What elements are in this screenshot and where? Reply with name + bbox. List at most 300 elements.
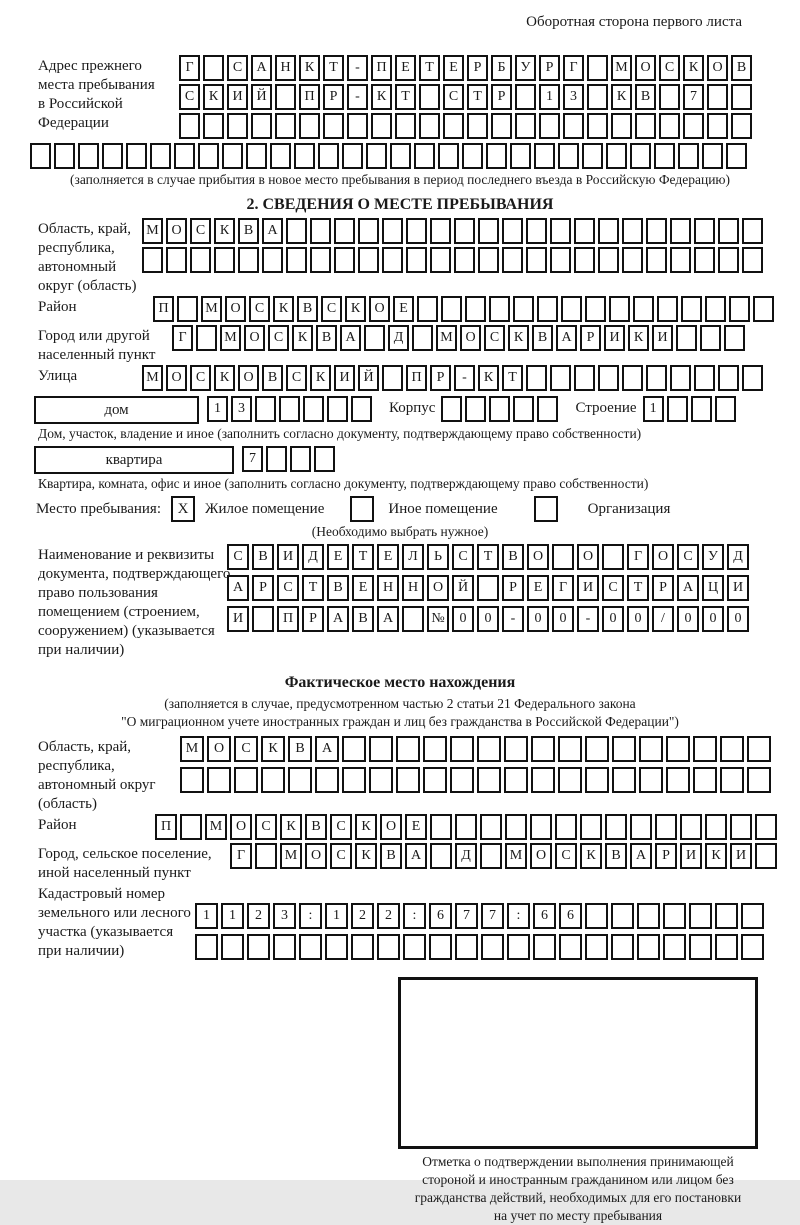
char-box: С [659,55,680,81]
char-box: 0 [602,606,624,632]
char-box: С [452,544,474,570]
char-box [693,767,717,793]
char-box: К [299,55,320,81]
char-box [358,218,379,244]
char-box [454,247,475,273]
char-box [246,143,267,169]
char-box: Д [727,544,749,570]
char-box: 3 [563,84,584,110]
char-box [670,218,691,244]
char-box: И [604,325,625,351]
char-box: № [427,606,449,632]
char-box: Т [467,84,488,110]
char-box [718,218,739,244]
char-box: С [249,296,270,322]
char-box [637,934,660,960]
char-box [530,814,552,840]
label-line: республика, [38,758,115,774]
mesto-row [36,496,800,522]
char-box [582,143,603,169]
char-box [726,143,747,169]
char-box: 0 [677,606,699,632]
char-box: Е [377,544,399,570]
fact-gorod-row [230,843,780,869]
char-box: К [355,814,377,840]
char-box [515,113,536,139]
char-box: И [334,365,355,391]
char-box: С [443,84,464,110]
s2-oblast-row-1 [142,218,766,244]
char-box [747,736,771,762]
char-box [606,143,627,169]
s2-raion-row [153,296,777,322]
prev-address-row-1 [179,55,755,81]
char-box: Р [539,55,560,81]
char-box [622,218,643,244]
char-box: А [262,218,283,244]
fact-note-2: "О миграционном учете иностранных граждан и лиц без гражданства в Российской Федерации") [121,714,679,729]
option-inoe-label: Иное помещение [388,500,498,517]
char-box: М [220,325,241,351]
char-box [531,736,555,762]
fact-raion-label: Район [38,817,77,833]
char-box: М [505,843,527,869]
char-box [318,143,339,169]
char-box [657,296,678,322]
char-box [369,736,393,762]
char-box [255,843,277,869]
char-box: В [532,325,553,351]
char-box [491,113,512,139]
char-box [481,934,504,960]
char-box [465,296,486,322]
char-box [366,143,387,169]
char-box: И [730,843,752,869]
char-box [630,143,651,169]
char-box [462,143,483,169]
char-box: Г [230,843,252,869]
char-box [612,767,636,793]
char-box [720,767,744,793]
char-box [558,143,579,169]
char-box [443,113,464,139]
checkbox-inoe [350,496,374,522]
checkbox-zhiloe: X [171,496,195,522]
char-box [480,814,502,840]
char-box [718,365,739,391]
char-box: К [580,843,602,869]
char-box [550,218,571,244]
char-box [705,296,726,322]
char-box [741,903,764,929]
char-box: В [327,575,349,601]
char-box [598,365,619,391]
char-box [531,767,555,793]
char-box [502,247,523,273]
char-box: - [454,365,475,391]
label-line: документа, подтверждающего [38,566,231,582]
char-box: О [707,55,728,81]
char-box: В [605,843,627,869]
char-box [513,296,534,322]
char-box: М [201,296,222,322]
char-box: - [347,55,368,81]
char-box: С [484,325,505,351]
char-box [438,143,459,169]
char-box: С [321,296,342,322]
char-box [441,396,462,422]
char-box: К [355,843,377,869]
char-box [255,396,276,422]
char-box: Т [502,365,523,391]
char-box [539,113,560,139]
char-box [102,143,123,169]
char-box: Г [563,55,584,81]
prev-address-row-3 [179,113,755,139]
char-box: Ц [702,575,724,601]
label-line: земельного или лесного [38,905,191,921]
char-box: Ь [427,544,449,570]
char-box: К [310,365,331,391]
fact-oblast-row-2 [180,767,774,793]
char-box [429,934,452,960]
page-title: Оборотная сторона первого листа [526,14,742,30]
checkbox-org [534,496,558,522]
char-box [406,218,427,244]
char-box [222,143,243,169]
char-box [574,247,595,273]
char-box [214,247,235,273]
char-box [611,113,632,139]
char-box: В [380,843,402,869]
char-box [430,843,452,869]
char-box [504,767,528,793]
stroenie-cells [643,396,739,422]
char-box: Д [302,544,324,570]
char-box: Г [552,575,574,601]
char-box [342,767,366,793]
char-box: Т [323,55,344,81]
char-box: В [252,544,274,570]
prev-address-rows [179,55,755,142]
char-box: - [577,606,599,632]
char-box [515,84,536,110]
char-box [667,396,688,422]
char-box [406,247,427,273]
label-line: в Российской [38,96,123,112]
char-box [489,396,510,422]
char-box: Н [275,55,296,81]
char-box [670,365,691,391]
char-box [238,247,259,273]
mesto-hint: (Необходимо выбрать нужное) [311,524,489,539]
char-box [262,247,283,273]
char-box [478,218,499,244]
char-box: 0 [452,606,474,632]
char-box: М [280,843,302,869]
char-box [587,113,608,139]
char-box [537,296,558,322]
char-box: Е [443,55,464,81]
char-box: О [207,736,231,762]
label-line: места пребывания [38,77,155,93]
label-line: гражданства действий, необходимых для его постановки [414,1190,742,1205]
s2-gorod-row [172,325,748,351]
label-line: при наличии) [38,943,125,959]
char-box [747,767,771,793]
char-box [190,247,211,273]
char-box [273,934,296,960]
char-box [323,113,344,139]
fact-oblast-block [0,736,800,814]
char-box [351,396,372,422]
doc-block [0,544,800,660]
s2-oblast-block [0,218,800,296]
char-box: В [297,296,318,322]
char-box [30,143,51,169]
char-box: К [611,84,632,110]
char-box: О [166,365,187,391]
char-box [666,767,690,793]
char-box: В [352,606,374,632]
label-line: (область) [38,796,97,812]
char-box [288,767,312,793]
s2-raion-block [0,296,800,325]
char-box [510,143,531,169]
char-box [414,143,435,169]
char-box [585,934,608,960]
char-box [207,767,231,793]
char-box: С [277,575,299,601]
char-box: О [380,814,402,840]
char-box: О [530,843,552,869]
char-box [358,247,379,273]
char-box [622,247,643,273]
label-line: Кадастровый номер [38,886,165,902]
char-box [742,218,763,244]
char-box: О [460,325,481,351]
char-box: О [369,296,390,322]
char-box: Т [395,84,416,110]
char-box [731,113,752,139]
char-box: Й [251,84,272,110]
char-box [227,113,248,139]
char-box [663,903,686,929]
char-box [180,814,202,840]
char-box [609,296,630,322]
char-box [612,736,636,762]
char-box [678,143,699,169]
char-box: С [268,325,289,351]
s2-gorod-block [0,325,800,365]
char-box [396,767,420,793]
char-box: В [305,814,327,840]
char-box: / [652,606,674,632]
s2-ulitsa-label: Улица [38,368,78,384]
char-box: П [155,814,177,840]
char-box [694,218,715,244]
label-line: Наименование и реквизиты [38,547,215,563]
char-box [174,143,195,169]
char-box: Е [327,544,349,570]
stroenie-label: Строение [575,400,637,416]
label-line: стороной и иностранным гражданином или лицом без [422,1172,734,1187]
dom-row [34,396,800,425]
char-box: 1 [643,396,664,422]
char-box [646,247,667,273]
label-line: Область, край, [38,221,132,237]
char-box [334,247,355,273]
char-box: Р [302,606,324,632]
char-box [454,218,475,244]
fact-gorod-label [38,843,230,883]
char-box: Р [652,575,674,601]
char-box [654,143,675,169]
char-box: О [305,843,327,869]
fact-note-1: (заполняется в случае, предусмотренном частью 2 статьи 21 Федерального закона [164,696,636,711]
char-box: С [286,365,307,391]
char-box [731,84,752,110]
char-box [179,113,200,139]
char-box [680,814,702,840]
char-box [659,113,680,139]
char-box: В [731,55,752,81]
char-box: Т [627,575,649,601]
char-box: 3 [273,903,296,929]
label-line: участка (указывается [38,924,174,940]
char-box: К [508,325,529,351]
char-box: К [705,843,727,869]
mesto-label: Место пребывания: [36,500,161,517]
label-line: при наличии) [38,642,125,658]
char-box: И [727,575,749,601]
char-box [550,365,571,391]
doc-row-1 [227,544,752,570]
char-box [707,84,728,110]
char-box [251,113,272,139]
char-box [718,247,739,273]
char-box [465,396,486,422]
char-box [655,814,677,840]
char-box: О [652,544,674,570]
kvartira-cells [242,446,338,472]
stamp-caption [380,1153,776,1225]
char-box [724,325,745,351]
char-box [670,247,691,273]
char-box: Л [402,544,424,570]
char-box: О [527,544,549,570]
fact-kadastr-row-2 [195,934,767,960]
char-box: В [635,84,656,110]
char-box [585,767,609,793]
char-box: Б [491,55,512,81]
stamp-box [398,977,758,1149]
char-box: К [280,814,302,840]
char-box: С [227,55,248,81]
doc-row-2 [227,575,752,601]
char-box: Е [393,296,414,322]
char-box [315,767,339,793]
char-box: О [166,218,187,244]
char-box: С [227,544,249,570]
char-box [412,325,433,351]
char-box: Р [252,575,274,601]
char-box [290,446,311,472]
char-box [142,247,163,273]
char-box: : [299,903,322,929]
label-line: автономный округ [38,777,156,793]
char-box [203,113,224,139]
char-box [755,843,777,869]
char-box [419,113,440,139]
char-box [507,934,530,960]
char-box [247,934,270,960]
char-box: 2 [351,903,374,929]
char-box [455,934,478,960]
char-box: Р [430,365,451,391]
char-box [478,247,499,273]
char-box: Й [452,575,474,601]
label-line: автономный [38,259,117,275]
prev-address-block [0,55,800,142]
char-box [382,365,403,391]
label-line: право пользования [38,585,158,601]
char-box [585,296,606,322]
char-box: П [406,365,427,391]
label-line: округ (область) [38,278,137,294]
char-box [561,296,582,322]
char-box [477,575,499,601]
char-box: С [330,814,352,840]
char-box: А [556,325,577,351]
char-box: - [347,84,368,110]
char-box [196,325,217,351]
char-box [715,396,736,422]
char-box: 0 [552,606,574,632]
label-line: помещением (строением, [38,604,200,620]
label-line: Адрес прежнего [38,58,142,74]
char-box [689,934,712,960]
char-box [702,143,723,169]
char-box: 0 [527,606,549,632]
char-box [270,143,291,169]
char-box: Е [527,575,549,601]
char-box [707,113,728,139]
char-box [299,113,320,139]
char-box: О [230,814,252,840]
char-box: - [502,606,524,632]
char-box [489,296,510,322]
char-box: 2 [377,903,400,929]
label-line: на учет по месту пребывания [493,1208,663,1223]
char-box [166,247,187,273]
char-box [310,247,331,273]
char-box [646,365,667,391]
char-box [502,218,523,244]
char-box [526,218,547,244]
char-box: А [677,575,699,601]
fact-kadastr-block [0,883,800,963]
fact-heading: Фактическое место нахождения [284,674,516,691]
char-box: С [330,843,352,869]
char-box [633,296,654,322]
fact-raion-row [155,814,780,840]
char-box [587,55,608,81]
char-box [693,736,717,762]
fact-oblast-row-1 [180,736,774,762]
char-box: П [277,606,299,632]
char-box: 3 [231,396,252,422]
